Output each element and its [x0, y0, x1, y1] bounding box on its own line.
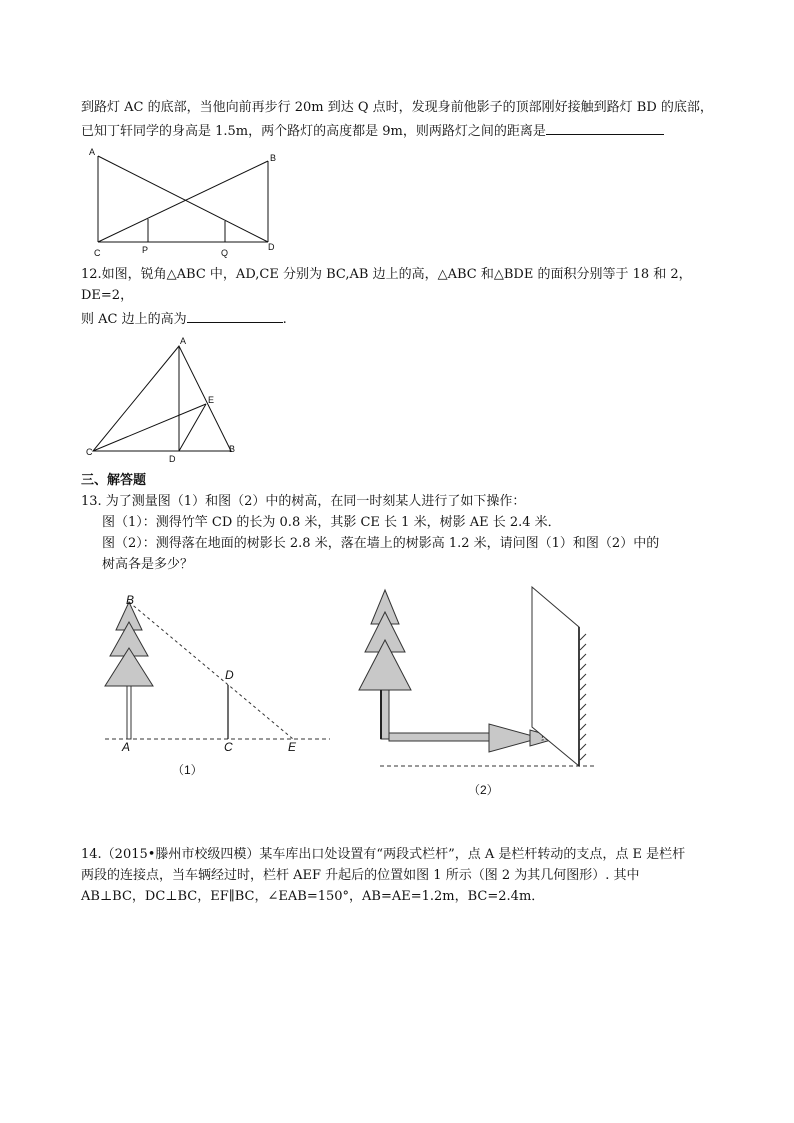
- q11-label-c: C: [94, 248, 101, 258]
- fig1-label-c: C: [224, 740, 233, 754]
- fig1-caption: （1）: [172, 763, 203, 777]
- fig2-caption: （2）: [468, 783, 499, 797]
- q11-line-2-text: 已知丁轩同学的身高是 1.5m，两个路灯的高度都是 9m，则两路灯之间的距离是: [81, 124, 546, 139]
- fig1-label-e: E: [288, 740, 297, 754]
- fig1-label-b: B: [126, 593, 135, 607]
- q12-label-c: C: [86, 447, 93, 457]
- q12-label-d: D: [169, 454, 176, 464]
- q14-line-2: 两段的连接点，当车辆经过时，栏杆 AEF 升起后的位置如图 1 所示（图 2 为其几何图形）. 其中: [81, 868, 640, 883]
- q13-line-2: 图（1）：测得竹竿 CD 的长为 0.8 米，其影 CE 长 1 米，树影 AE 长 2.4 米．: [102, 515, 561, 530]
- q11-label-q: Q: [221, 248, 229, 258]
- q11-label-d: D: [268, 242, 275, 252]
- fig2-shadow-trunk: [389, 733, 489, 741]
- q12-line-3-text: 则 AC 边上的高为: [81, 312, 187, 327]
- section-heading: 三、解答题: [81, 473, 147, 488]
- q14-line-3: AB⊥BC，DC⊥BC，EF∥BC，∠EAB=150°，AB=AE=1.2m，BC=2.4m．: [81, 889, 545, 904]
- q12-label-e: E: [208, 395, 215, 405]
- q13-line-1: 13. 为了测量图（1）和图（2）中的树高，在同一时刻某人进行了如下操作：: [81, 494, 526, 509]
- q11-label-a: A: [89, 147, 96, 157]
- q14-line-1: 14.（2015•滕州市校级四模）某车库出口处设置有“两段式栏杆”，点 A 是栏杆转动的支点，点 E 是栏杆: [81, 847, 686, 862]
- q12-line-1: 12.如图，锐角△ABC 中，AD,CE 分别为 BC,AB 边上的高，△ABC 和△BDE 的面积分别等于 18 和 2，: [81, 267, 692, 282]
- q13-line-3: 图（2）：测得落在地面的树影长 2.8 米，落在墙上的树影高 1.2 米，请问图（1）和图（2）中的: [102, 536, 660, 551]
- q12-label-a: A: [180, 336, 187, 346]
- q13-line-4: 树高各是多少？: [102, 557, 194, 572]
- q12-label-b: B: [229, 444, 236, 454]
- q11-line-1: 到路灯 AC 的底部，当他向前再步行 20m 到达 Q 点时，发现身前他影子的顶部刚好接触到路灯 BD 的底部，: [81, 100, 713, 115]
- fig2-tree-trunk: [381, 690, 389, 739]
- q11-label-p: P: [142, 245, 149, 255]
- q11-label-b: B: [270, 153, 277, 163]
- fig1-label-a: A: [122, 740, 131, 754]
- q12-line-3-end: .: [282, 312, 287, 327]
- fig1-label-d: D: [225, 668, 234, 682]
- q12-line-2: DE=2，: [81, 288, 134, 303]
